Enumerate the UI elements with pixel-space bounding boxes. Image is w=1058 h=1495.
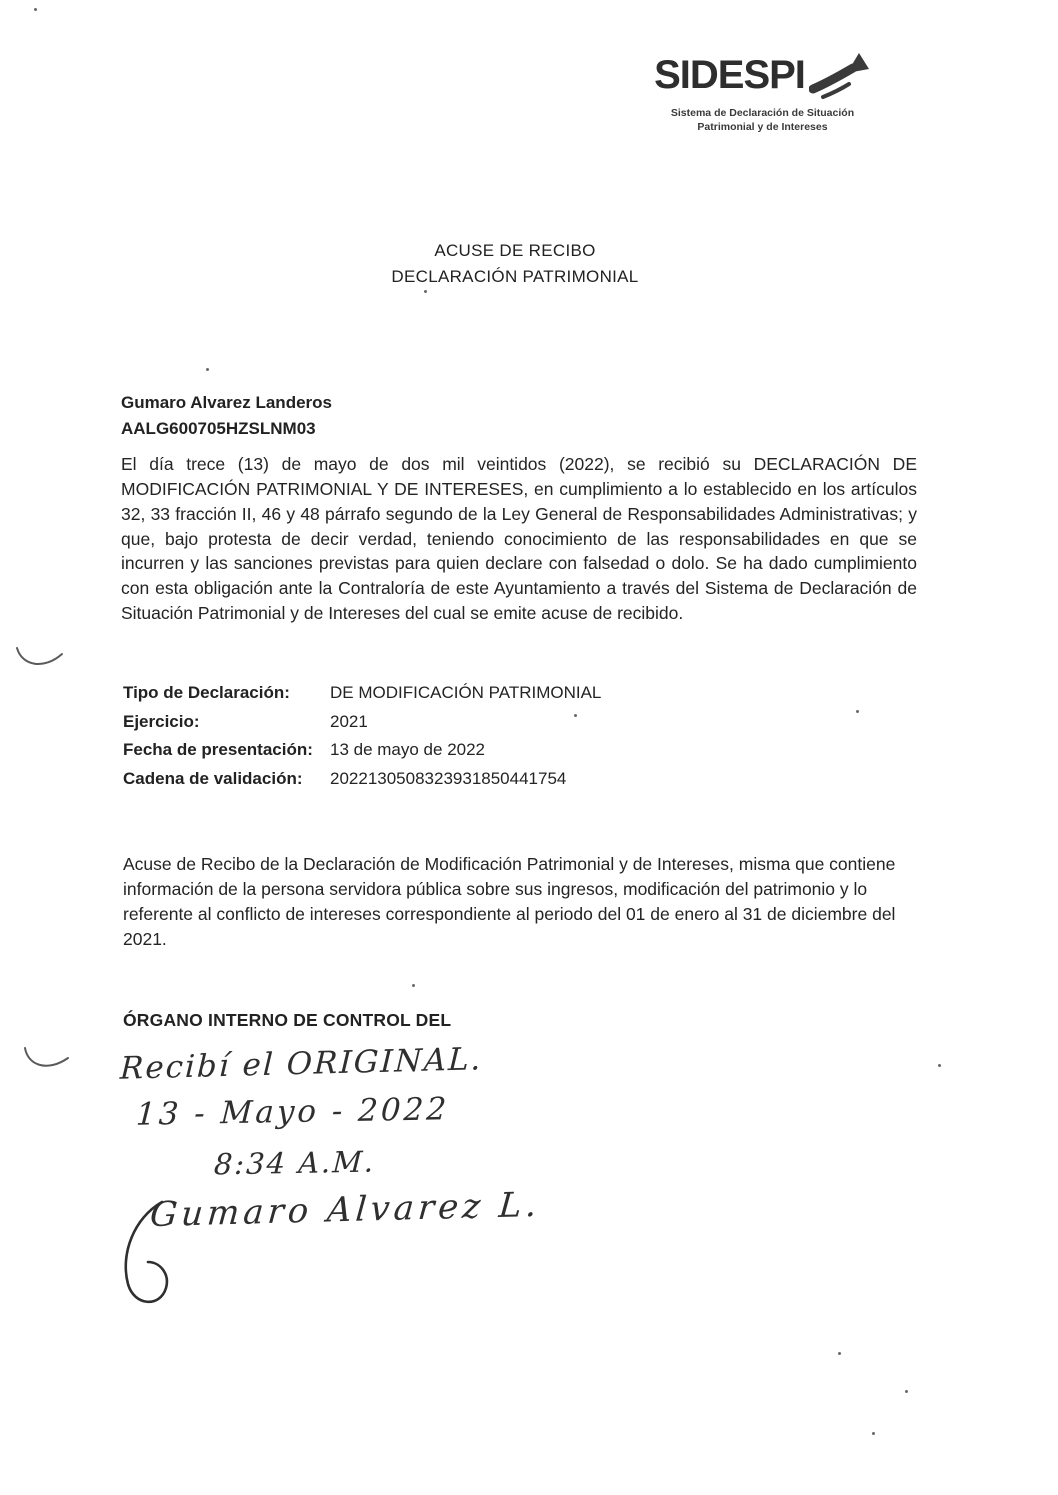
field-value: DE MODIFICACIÓN PATRIMONIAL (330, 683, 602, 702)
signature-flourish (116, 1196, 206, 1316)
field-row-ejercicio (123, 713, 863, 732)
scan-artifact-dot (838, 1352, 841, 1355)
arrow-icon (809, 49, 871, 103)
scan-artifact-dot (34, 8, 37, 11)
scan-artifact-dot (905, 1390, 908, 1393)
logo-tagline (645, 106, 880, 134)
scan-artifact-dot (206, 368, 209, 371)
field-row-fecha (123, 741, 863, 760)
scan-artifact-dot (412, 984, 415, 987)
scan-artifact-dot (424, 290, 427, 293)
logo-tagline-line1: Sistema de Declaración de Situación (670, 107, 855, 119)
recipient-id: AALG600705HZSLNM03 (121, 418, 316, 438)
declaration-fields (123, 684, 863, 799)
title-line1: ACUSE DE RECIBO (434, 241, 596, 260)
scan-artifact-dot (856, 710, 859, 713)
scan-artifact-curve (14, 640, 66, 674)
handwriting-time: 8:34 A.M. (213, 1144, 377, 1182)
scan-artifact-curve (22, 1042, 72, 1076)
handwriting-received-note: Recibí el ORIGINAL. (119, 1041, 484, 1087)
handwriting-signature: Gumaro Alvarez L. (148, 1184, 543, 1236)
logo-tagline-line2: Patrimonial y de Intereses (697, 121, 828, 134)
field-label: Fecha de presentación: (123, 740, 313, 760)
scan-artifact-dot (574, 714, 577, 717)
field-value: 2022130508323931850441754 (330, 769, 567, 789)
field-value: 2021 (330, 711, 368, 731)
footer-paragraph: Acuse de Recibo de la Declaración de Modificación Patrimonial y de Intereses, misma que contiene información de la persona servidora pública sobre sus ingresos, modificación del patrimonio y lo referente al conflicto de intereses correspondiente al periodo del 01 de enero al 31 de diciembre del 2021. (123, 854, 896, 949)
field-row-tipo (123, 684, 863, 703)
recipient-name: Gumaro Alvarez Landeros (121, 393, 332, 412)
scan-artifact-dot (872, 1432, 875, 1435)
document-title (0, 238, 1030, 291)
field-label: Tipo de Declaración: (123, 683, 290, 702)
field-row-cadena (123, 770, 863, 789)
sidespi-logo (645, 55, 880, 134)
control-heading: ÓRGANO INTERNO DE CONTROL DEL (123, 1010, 452, 1030)
body-paragraph: El día trece (13) de mayo de dos mil veintidos (2022), se recibió su DECLARACIÓN DE MODIFICACIÓN PATRIMONIAL Y DE INTERESES, en cumplimiento a lo establecido en los artículos 32, 33 fracción II, 46 y 48 párrafo segundo de la Ley General de Responsabilidades Administrativas; y que, bajo protesta de decir verdad, teniendo conocimiento de las responsabilidades en que se incurren y las sanciones previstas para quien declare con falsedad o dolo. Se ha dado cumplimiento con esta obligación ante la Contraloría de este Ayuntamiento a través del Sistema de Declaración de Situación Patrimonial y de Intereses del cual se emite acuse de recibido. (121, 454, 917, 624)
field-label: Cadena de validación: (123, 769, 303, 789)
field-value: 13 de mayo de 2022 (330, 740, 486, 760)
title-line2: DECLARACIÓN PATRIMONIAL (391, 267, 639, 287)
scan-artifact-dot (938, 1064, 941, 1067)
logo-wordmark: SIDESPI (654, 53, 805, 97)
handwriting-date: 13 - Mayo - 2022 (135, 1091, 451, 1133)
field-label: Ejercicio: (123, 711, 200, 731)
recipient-block (121, 390, 332, 441)
